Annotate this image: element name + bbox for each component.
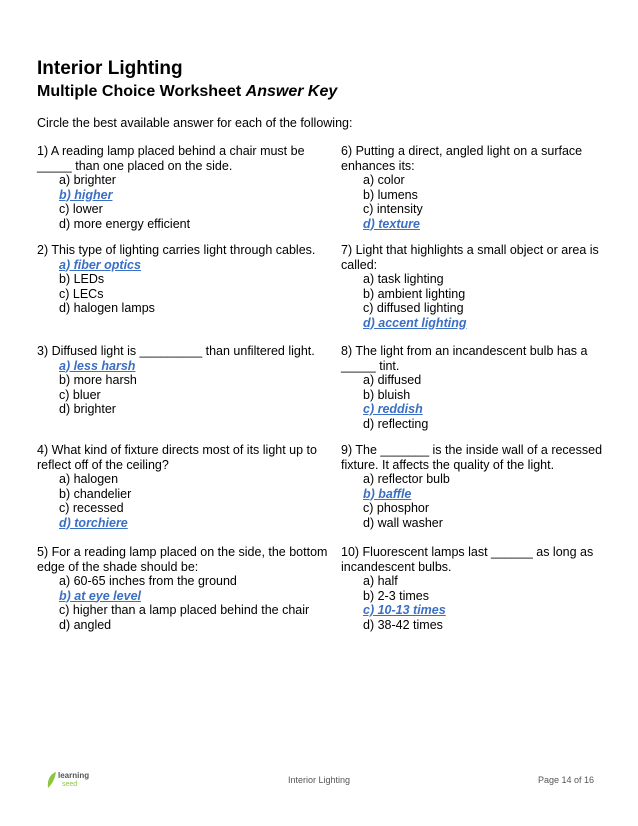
answer-option: d) wall washer xyxy=(363,515,443,530)
answer-option: b) ambient lighting xyxy=(363,286,466,301)
question-stem: 4) What kind of fixture directs most of its light up to reflect off of the ceiling? xyxy=(37,443,317,472)
answer-option: b) 2-3 times xyxy=(363,588,429,603)
subtitle-main: Multiple Choice Worksheet xyxy=(37,83,242,100)
answer-option: d) brighter xyxy=(59,402,116,416)
question-1 xyxy=(37,144,329,231)
answer-option: a) diffused xyxy=(363,373,422,387)
answer-option: b) LEDs xyxy=(59,272,105,286)
answer-option: a) task lighting xyxy=(363,272,444,286)
answer-option: c) phosphor xyxy=(363,501,430,515)
question-stem: 5) For a reading lamp placed on the side, the bottom edge of the shade should be: xyxy=(37,545,328,574)
answer-option: b) more harsh xyxy=(59,373,137,387)
page-title: Interior Lighting xyxy=(37,58,183,79)
answer-option: c) lower xyxy=(59,202,103,216)
answer-option: c) diffused lighting xyxy=(363,301,464,315)
correct-answer-option: b) at eye level xyxy=(59,588,141,603)
answer-option: a) halogen xyxy=(59,472,119,486)
logo-text-seed: seed xyxy=(62,781,78,788)
question-stem: 6) Putting a direct, angled light on a surface enhances its: xyxy=(341,144,583,173)
subtitle-answer-key: Answer Key xyxy=(245,83,338,100)
page-number: Page 14 of 16 xyxy=(537,775,594,785)
question-stem: 1) A reading lamp placed behind a chair must be _____ than one placed on the side. xyxy=(37,144,305,173)
instructions: Circle the best available answer for each of the following: xyxy=(37,116,353,130)
answer-option: c) higher than a lamp placed behind the chair xyxy=(59,603,310,617)
answer-option: d) 38-42 times xyxy=(363,617,443,632)
correct-answer-option: d) texture xyxy=(363,216,420,231)
correct-answer-option: b) higher xyxy=(59,187,113,202)
question-stem: 3) Diffused light is _________ than unfiltered light. xyxy=(37,344,315,358)
answer-option: a) reflector bulb xyxy=(363,472,450,486)
page-footer xyxy=(0,766,638,796)
answer-option: a) color xyxy=(363,173,405,187)
answer-option: b) chandelier xyxy=(59,486,132,501)
answer-option: b) lumens xyxy=(363,187,418,202)
question-6 xyxy=(341,144,603,231)
correct-answer-option: a) less harsh xyxy=(59,358,136,373)
page-subtitle xyxy=(37,82,337,102)
question-10 xyxy=(341,545,603,632)
question-stem: 7) Light that highlights a small object or area is called: xyxy=(341,243,599,272)
question-5 xyxy=(37,545,329,632)
question-stem: 8) The light from an incandescent bulb has a _____ tint. xyxy=(341,344,588,373)
answer-option: d) reflecting xyxy=(363,416,429,431)
answer-option: d) angled xyxy=(59,617,112,632)
question-stem: 2) This type of lighting carries light through cables. xyxy=(37,243,316,257)
correct-answer-option: a) fiber optics xyxy=(59,257,141,272)
question-4 xyxy=(37,443,329,530)
correct-answer-option: d) accent lighting xyxy=(363,315,467,330)
answer-option: a) half xyxy=(363,574,398,588)
question-8 xyxy=(341,344,603,431)
answer-option: c) LECs xyxy=(59,286,104,301)
correct-answer-option: b) baffle xyxy=(363,486,412,501)
footer-title: Interior Lighting xyxy=(287,775,351,785)
answer-option: d) halogen lamps xyxy=(59,301,155,315)
answer-option: a) brighter xyxy=(59,173,116,187)
answer-option: d) more energy efficient xyxy=(59,216,191,231)
answer-option: c) recessed xyxy=(59,501,124,515)
answer-option: c) bluer xyxy=(59,387,101,402)
correct-answer-option: c) 10-13 times xyxy=(363,603,446,617)
logo-text-learning: learning xyxy=(58,771,90,780)
answer-option: b) bluish xyxy=(363,387,411,402)
question-stem: 9) The _______ is the inside wall of a recessed fixture. It affects the quality of the light. xyxy=(341,443,603,472)
question-3 xyxy=(37,344,329,417)
question-2 xyxy=(37,243,329,316)
question-7 xyxy=(341,243,603,330)
question-9 xyxy=(341,443,603,530)
question-stem: 10) Fluorescent lamps last ______ as long as incandescent bulbs. xyxy=(341,545,594,574)
correct-answer-option: d) torchiere xyxy=(59,515,128,530)
answer-option: c) intensity xyxy=(363,202,423,216)
correct-answer-option: c) reddish xyxy=(363,402,423,416)
answer-option: a) 60-65 inches from the ground xyxy=(59,574,237,588)
